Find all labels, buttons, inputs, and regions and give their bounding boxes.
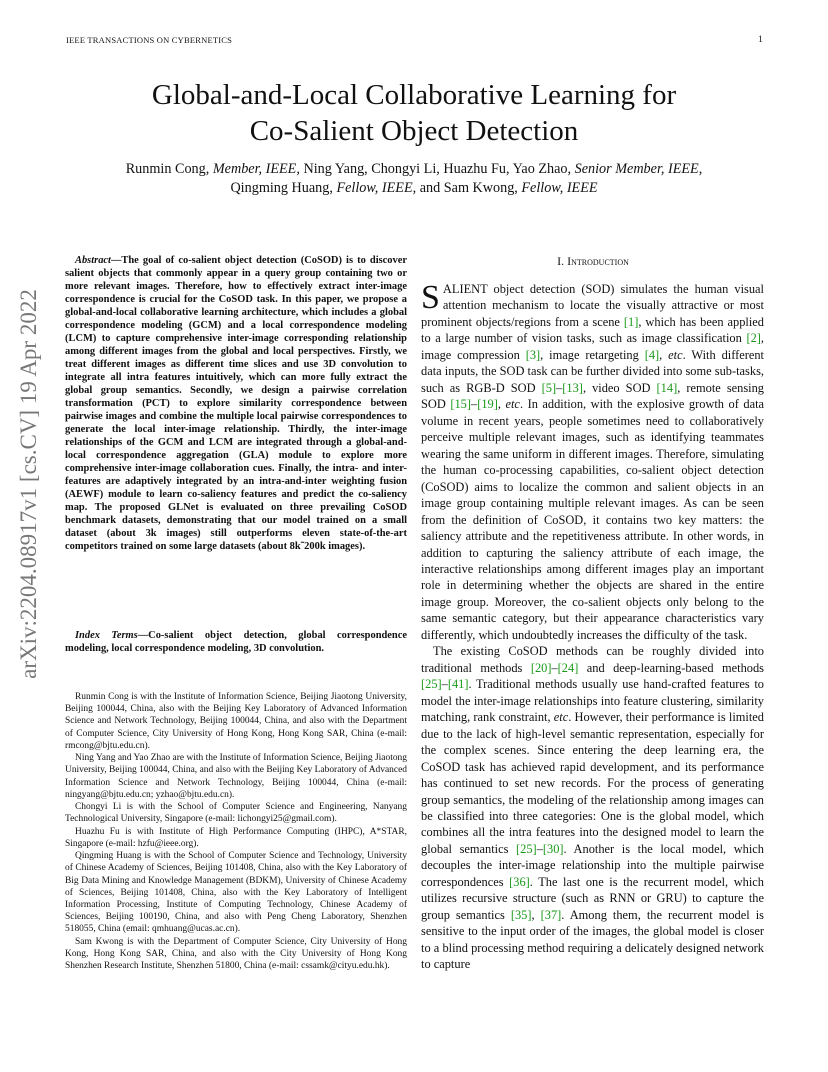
- text-run: The existing CoSOD methods can be roughly divided into traditional methods: [421, 644, 764, 675]
- citation-link[interactable]: [36]: [509, 874, 530, 889]
- text-run: . Among them, the recurrent model is sensitive to the input order of the images, the global model is closer to a blind processing method requiring a delicately designed network to capture: [421, 907, 764, 972]
- author-role: Member, IEEE,: [212, 161, 300, 177]
- citation-link[interactable]: [25]: [421, 677, 442, 692]
- author-names: Qingming Huang,: [230, 180, 337, 196]
- citation-link[interactable]: [35]: [510, 907, 532, 922]
- citation-link[interactable]: [2]: [746, 331, 761, 346]
- italic-etc: etc: [505, 397, 520, 412]
- text-run: , image compression: [421, 331, 764, 362]
- citation-link[interactable]: [24]: [557, 660, 579, 675]
- abstract: [65, 254, 407, 553]
- index-terms-label: Index Terms: [75, 630, 138, 641]
- arxiv-stamp[interactable]: arXiv:2204.08917v1 [cs.CV] 19 Apr 2022: [16, 289, 41, 679]
- footnote: Runmin Cong is with the Institute of Information Science, Beijing Jiaotong University, Beijing 100044, China, also with the Beijing Key Laboratory of Advanced Information Science and Network Technology, Beijing 100044, China, and also with the Department of Computer Science, City University of Hong Kong, Hong Kong SAR, China (e-mail: rmcong@bjtu.edu.cn).: [65, 692, 407, 751]
- text-run: –: [551, 660, 558, 675]
- footnote: Qingming Huang is with the School of Computer Science and Technology, University of Chinese Academy of Sciences, Beijing 101408, China, also with the Key Laboratory of Big Data Mining and Knowledge Management (BDKM), University of Chinese Academy of Sciences, Beijing 101408, China, also with the Key Laboratory of Intelligent Information Processing, Institute of Computing Technology, Chinese Academy of Sciences, Beijing 100190, China, and also with Peng Cheng Laboratory, Shenzhen 518055, China (email: qmhuang@ucas.ac.cn).: [65, 851, 407, 935]
- intro-paragraph-1: [421, 281, 764, 643]
- author-role: Senior Member, IEEE,: [574, 161, 703, 177]
- text-run: . However, their performance is limited due to the lack of high-level semantic representation, especially for the complex scenes. Since entering the deep learning era, the CoSOD task has achieved rapid development, and its performance has continued to set new records. For the process of generating group semantics, the modeling of the relationship among images can be classified into three categories: One is the global model, which combines all the intra features into the designed model to learn the global semantics: [421, 710, 764, 856]
- text-run: –: [441, 677, 448, 692]
- text-run: . Another is the local model, which decouples the inter-image relationship into the multiple pairwise correspondences: [421, 841, 764, 889]
- text-run: ,: [497, 397, 506, 412]
- index-terms-text: —Co-salient object detection, global correspondence modeling, local correspondence modeling, 3D convolution.: [65, 630, 408, 655]
- author-names: Runmin Cong,: [125, 161, 213, 177]
- intro-paragraph-2: [421, 643, 764, 972]
- author-role: Fellow, IEEE,: [336, 180, 417, 196]
- section-number: I.: [557, 254, 568, 268]
- footnote: Sam Kwong is with the Department of Computer Science, City University of Hong Kong, Hong Kong SAR, China, and also with the City University of Hong Kong Shenzhen Research Institute, Shenzhen 51800, China (e-mail: cssamk@cityu.edu.hk).: [65, 936, 407, 972]
- citation-link[interactable]: [3]: [525, 347, 541, 362]
- text-run: ,: [531, 907, 541, 922]
- section-title: Introduction: [567, 254, 629, 268]
- author-footnotes: [65, 691, 407, 972]
- footnote: Huazhu Fu is with Institute of High Performance Computing (IHPC), A*STAR, Singapore (e-mail: hzfu@ieee.org).: [65, 826, 407, 849]
- text-run: –: [470, 397, 478, 412]
- title-line-1: Global-and-Local Collaborative Learning for: [151, 79, 677, 111]
- author-line-2: [60, 179, 768, 198]
- footnote: Ning Yang and Yao Zhao are with the Institute of Information Science, Beijing Jiaotong University, Beijing 100044, China, and also with the Beijing Key Laboratory of Advanced Information Science and Network Technology, Beijing 100044, China (e-mail: ningyang@bjtu.edu.cn; yzhao@bjtu.edu.cn).: [65, 753, 407, 800]
- abstract-text: —The goal of co-salient object detection (CoSOD) is to discover salient objects that commonly appear in a query group containing two or more relevant images. Therefore, how to effectively extract inter-image correspondence is crucial for the CoSOD task. In this paper, we propose a global-and-local collaborative learning architecture, which includes a global correspondence modeling (GCM) and a local correspondence modeling (LCM) to capture comprehensive inter-image corresponding relationship among different images from the global and local perspectives. Firstly, we treat different images as different time slices and use 3D convolution to integrate all intra features intuitively, which can more fully extract the global group semantics. Secondly, we design a pairwise correlation transformation (PCT) to explore similarity correspondence between pairwise images and combine the multiple local pairwise correspondences to generate the local inter-image relationship. Thirdly, the inter-image relationships of the GCM and LCM are integrated through a global-and-local correspondence aggregation (GLA) module to explore more comprehensive inter-image collaboration cues. Finally, the intra- and inter-features are adaptively integrated by an intra-and-inter weighting fusion (AEWF) module to learn co-saliency features and predict the co-saliency map. The proposed GLNet is evaluated on three prevailing CoSOD benchmark datasets, demonstrating that our model trained on a small dataset (about 3k images) still outperforms eleven state-of-the-art competitors trained on some large datasets (about 8k˜200k images).: [65, 255, 407, 553]
- citation-link[interactable]: [13]: [562, 380, 583, 395]
- author-role: Fellow, IEEE: [521, 180, 598, 196]
- index-terms: [65, 629, 407, 655]
- italic-etc: etc: [668, 347, 683, 362]
- citation-link[interactable]: [19]: [477, 397, 498, 412]
- text-run: . The last one is the recurrent model, which utilizes recursive structure (such as RNN or GRU) to capture the group semantics: [421, 874, 764, 922]
- page-number: 1: [758, 35, 763, 45]
- author-list: [60, 160, 768, 198]
- citation-link[interactable]: [37]: [540, 907, 562, 922]
- citation-link[interactable]: [15]: [450, 397, 471, 412]
- text-run: , image retargeting: [540, 347, 645, 362]
- text-run: . With different data inputs, the SOD task can be further divided into some sub-tasks, such as RGB-D SOD: [421, 347, 764, 395]
- text-run: ,: [659, 347, 669, 362]
- citation-link[interactable]: [14]: [656, 380, 678, 395]
- citation-link[interactable]: [1]: [623, 314, 639, 329]
- title-line-2: Co-Salient Object Detection: [249, 115, 579, 147]
- citation-link[interactable]: [20]: [530, 660, 552, 675]
- drop-cap: S: [421, 279, 440, 316]
- citation-link[interactable]: [41]: [447, 677, 469, 692]
- text-run: . Traditional methods usually use hand-crafted features to model the inter-image relationships into feature clustering, similarity matching, rank constraint,: [421, 677, 764, 725]
- author-names: and Sam Kwong,: [416, 180, 522, 196]
- text-run: –: [536, 841, 543, 856]
- text-run: , video SOD: [582, 380, 657, 395]
- text-run: and deep-learning-based methods: [578, 660, 764, 675]
- running-header: IEEE TRANSACTIONS ON CYBERNETICS: [66, 35, 233, 45]
- citation-link[interactable]: [5]: [541, 380, 557, 395]
- text-run: , which has been applied to a large number of vision tasks, such as image classification: [421, 314, 764, 346]
- text-run: , remote sensing SOD: [421, 380, 764, 412]
- author-names: Ning Yang, Chongyi Li, Huazhu Fu, Yao Zhao,: [299, 161, 575, 177]
- text-run: . In addition, with the explosive growth of data volume in recent years, people sometimes need to collaboratively perceive multiple relevant images, such as identifying teammates wearing the same uniform in different images. Therefore, simulating the human co-processing capabilities, co-salient object detection (CoSOD) aims to localize the common and salient objects in an image group containing multiple relevant images. As can be seen from the definition of CoSOD, it contains two key matters: the saliency attribute and the repetitiveness attribute. In other words, in addition to capturing the saliency attribute of each image, the interactive relationships among different images play an important role in determining whether the objects are shared in the entire image group. Moreover, the co-salient objects only belong to the same semantic category, but their appearance characteristics vary differently, which undoubtedly increases the difficulty of the task.: [421, 397, 765, 642]
- introduction-body: [421, 281, 764, 973]
- text-run: ALIENT object detection (SOD) simulates the human visual attention mechanism to locate the visually attractive or most prominent objects/regions from a scene: [421, 282, 764, 329]
- section-heading: [421, 254, 765, 269]
- footnote: Chongyi Li is with the School of Computer Science and Engineering, Nanyang Technological University, Singapore (e-mail: lichongyi25@gmail.com).: [65, 802, 407, 825]
- citation-link[interactable]: [30]: [542, 841, 564, 856]
- citation-link[interactable]: [25]: [516, 841, 537, 856]
- text-run: –: [556, 380, 563, 395]
- author-line-1: [60, 160, 768, 179]
- paper-title: [0, 77, 828, 149]
- citation-link[interactable]: [4]: [644, 347, 660, 362]
- abstract-label: Abstract: [75, 255, 111, 266]
- italic-etc: etc: [553, 710, 569, 725]
